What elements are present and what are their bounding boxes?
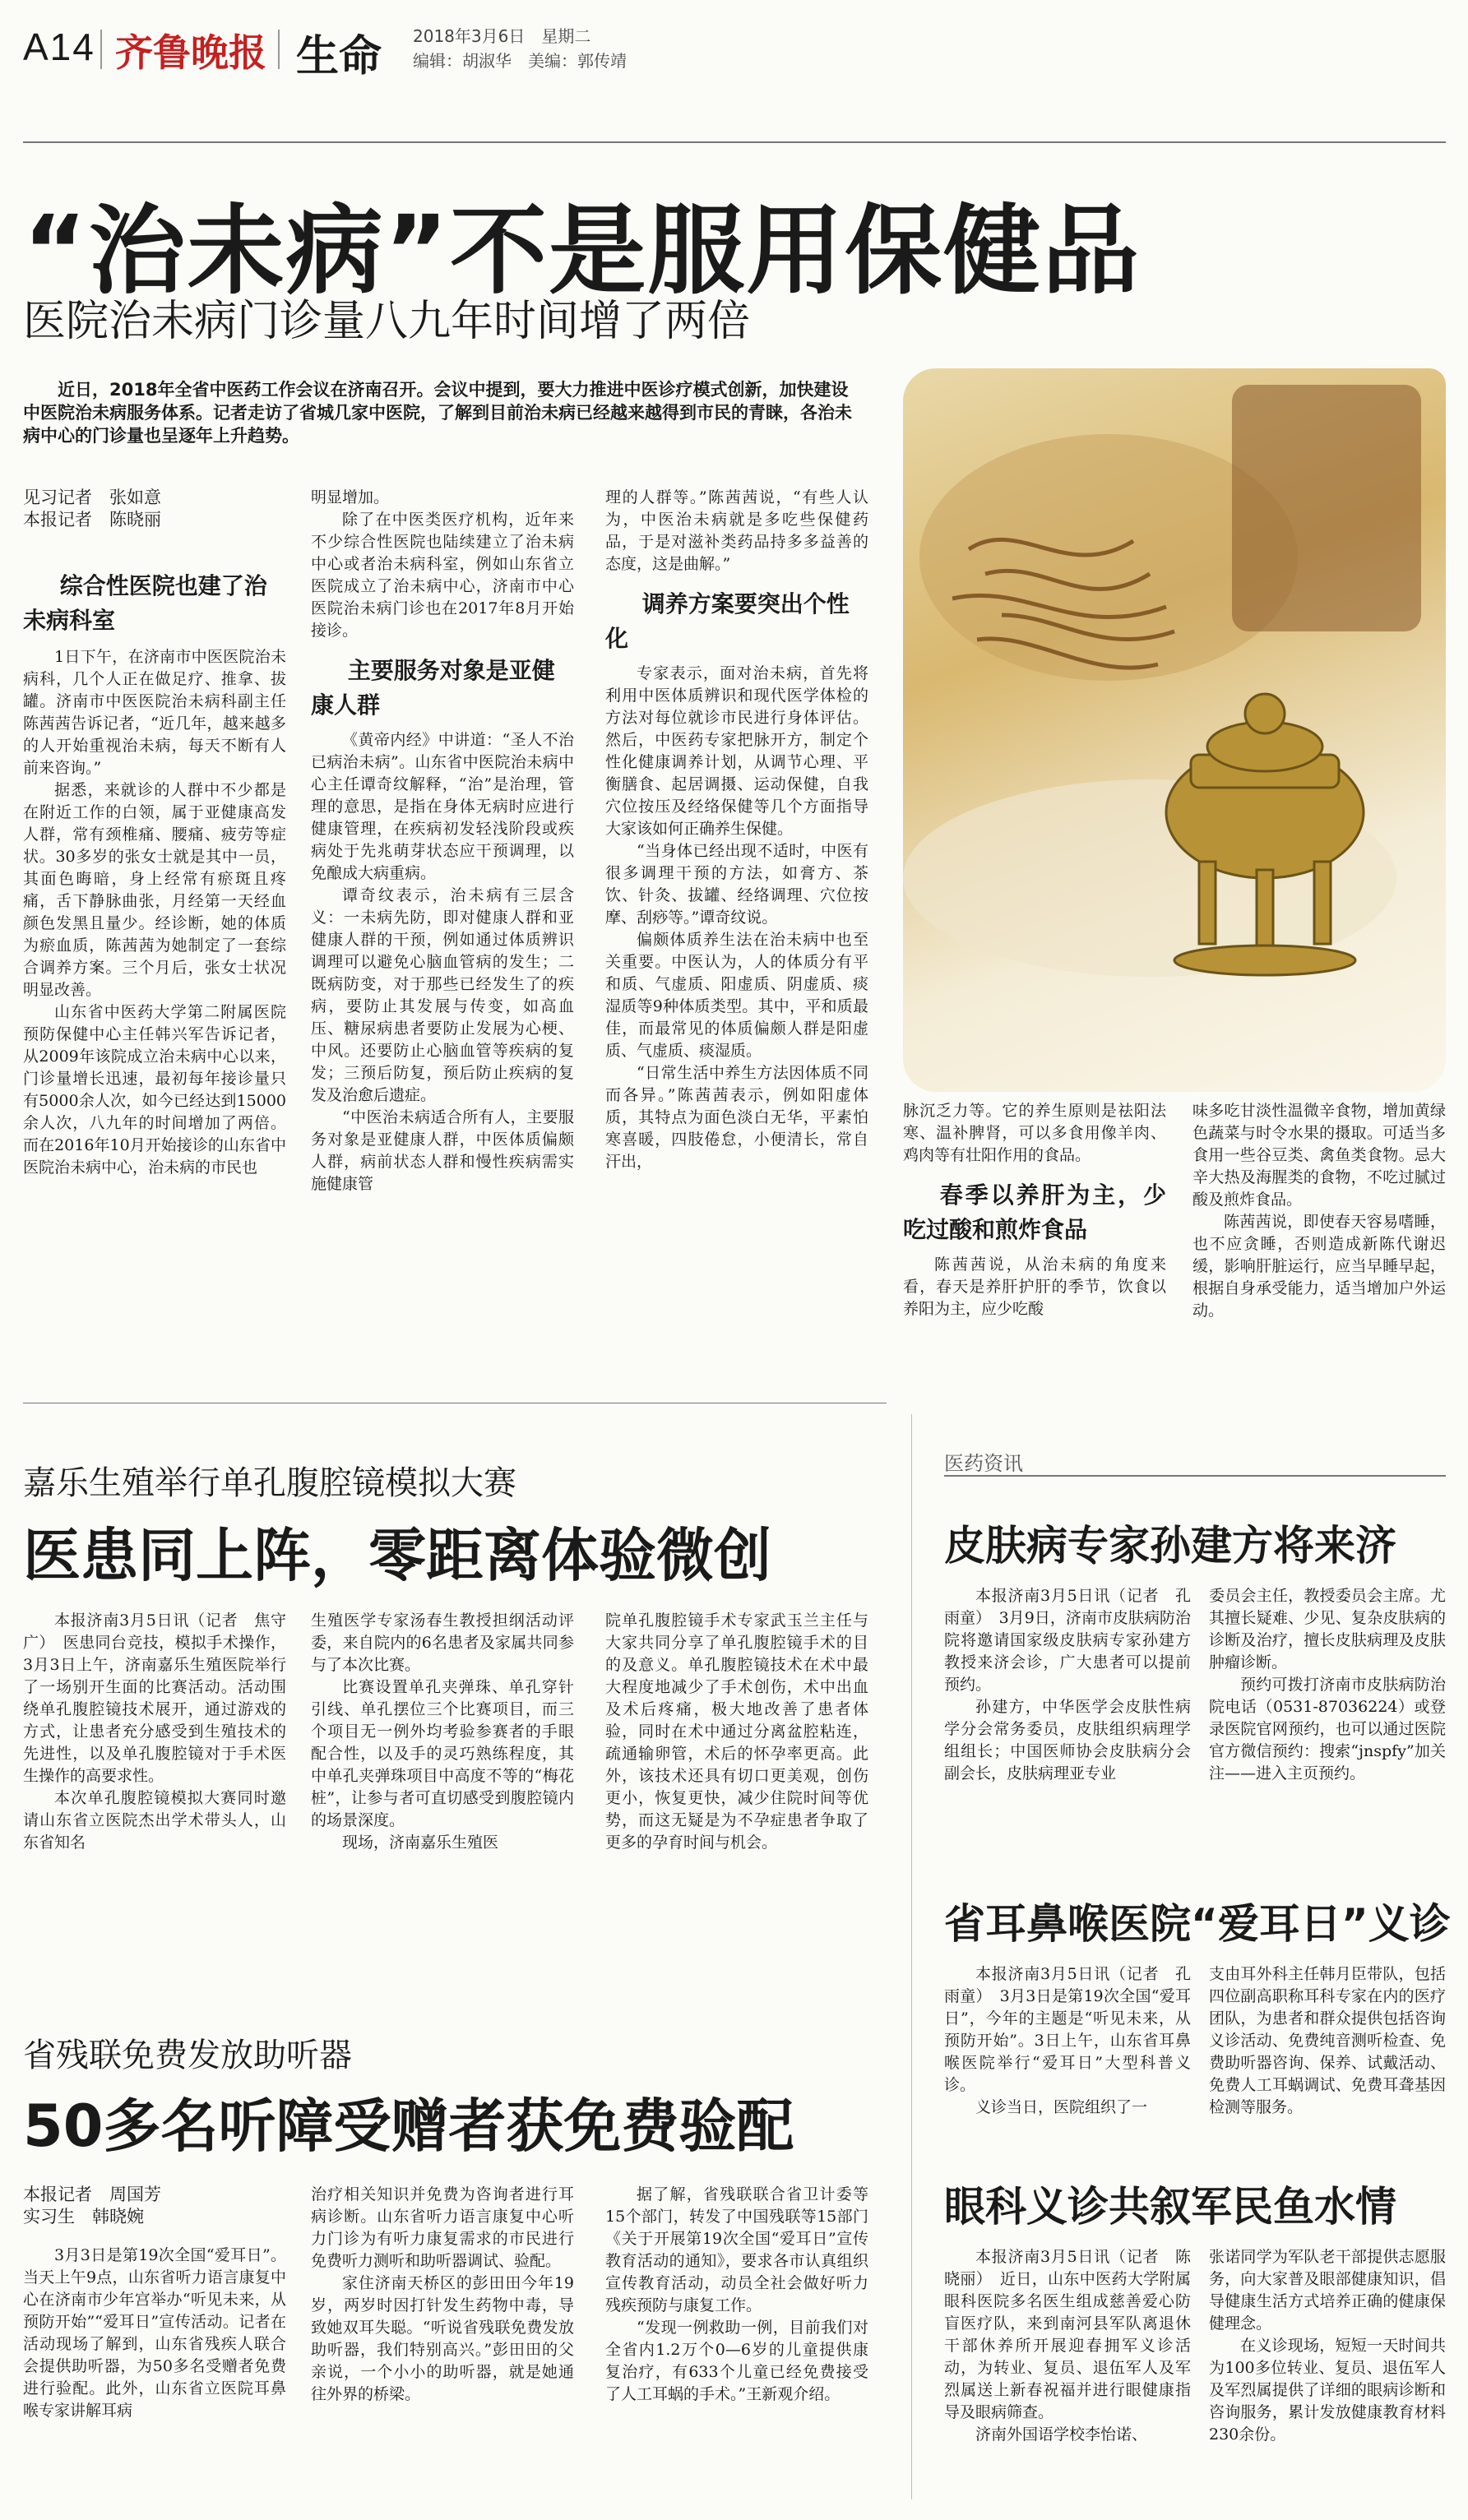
paragraph: 专家表示，面对治未病，首先将利用中医体质辨识和现代医学体检的方法对每位就诊市民进行身体评估。然后，中医药专家把脉开方，制定个性化健康调养计划，从调节心理、平衡膳食、起居调摄、运动保健，自我穴位按压及经络保健等几个方面指导大家该如何正确养生保健。: [605, 664, 868, 838]
story3-column-3: [605, 2184, 868, 2406]
paragraph: 张诺同学为军队老干部提供志愿服务，向大家普及眼部健康知识，倡导健康生活方式培养正确的健康保健理念。: [1209, 2248, 1446, 2333]
sidebar-item2-column-2: [1209, 1963, 1446, 2119]
main-column-1: [23, 569, 286, 1179]
paragraph: 现场，济南嘉乐生殖医: [342, 1833, 499, 1852]
story2-headline: 医患同上阵，零距离体验微创: [23, 1522, 771, 1589]
paragraph: 在义诊现场，短短一天时间共为100多位转业、复员、退伍军人及军烈属提供了详细的眼病诊断和咨询服务，累计发放健康教育材料230余份。: [1209, 2337, 1446, 2444]
paragraph: 除了在中医类医疗机构，近年来不少综合性医院也陆续建立了治未病中心或者治未病科室，例如山东省立医院成立了治未病中心，济南市中心医院治未病门诊也在2017年8月开始接诊。: [311, 511, 574, 640]
header-rule: [23, 141, 1446, 143]
paragraph: 义诊当日，医院组织了一: [975, 2098, 1148, 2116]
paragraph: 味多吃甘淡性温微辛食物，增加黄绿色蔬菜与时令水果的摄取。可适当多食用一些谷豆类、禽鱼类食物。忌大辛大热及海腥类的食物，不吃过腻过酸及煎炸食品。: [1192, 1102, 1446, 1209]
paragraph: 预约可拨打济南市皮肤病防治院电话（0531-87036224）或登录医院官网预约，也可以通过医院官方微信预约：搜索“jnspfy”加关注——进入主页预约。: [1209, 1676, 1446, 1782]
main-subhead: 医院治未病门诊量八九年时间增了两倍: [23, 297, 751, 346]
paragraph: 本报济南3月5日讯（记者 孔雨童） 3月9日，济南市皮肤病防治院将邀请国家级皮肤病专家孙建方教授来济会诊，广大患者可以提前预约。: [944, 1587, 1191, 1694]
paragraph: 治疗相关知识并免费为咨询者进行耳病诊断。山东省听力语言康复中心听力门诊为有听力康复需求的市民进行免费听力测听和助听器调试、验配。: [311, 2185, 574, 2270]
byline: 实习生 韩晓婉: [23, 2207, 144, 2226]
byline: 见习记者 张如意: [23, 488, 161, 507]
main-column-2: [311, 487, 574, 1195]
story3-kicker: 省残联免费发放助听器: [23, 2037, 352, 2074]
paragraph: 3月3日是第19次全国“爱耳日”。当天上午9点，山东省听力语言康复中心在济南市少年宫举办“听见未来，从预防开始”“爱耳日”宣传活动。记者在活动现场了解到，山东省残疾人联合会提供助听器，为50多名受赠者免费进行验配。此外，山东省立医院耳鼻喉专家讲解耳病: [23, 2246, 286, 2420]
sidebar-divider: [911, 1414, 912, 2499]
paragraph: 委员会主任，教授委员会主席。尤其擅长疑难、少见、复杂皮肤病的诊断及治疗，擅长皮肤病理及皮肤肿瘤诊断。: [1209, 1587, 1446, 1672]
paragraph: 院单孔腹腔镜手术专家武玉兰主任与大家共同分享了单孔腹腔镜手术的目的及意义。单孔腹腔镜技术在术中最大程度地减少了手术创伤，术中出血及术后疼痛，极大地改善了患者体验，同时在术中通过分离盆腔粘连，疏通输卵管，术后的怀孕率更高。此外，该技术还具有切口更美观，创伤更小，恢复更快，减少住院时间等优势，而这无疑是为不孕症患者争取了更多的孕育时间与机会。: [605, 1611, 868, 1852]
sidebar-item1-column-1: [944, 1585, 1191, 1785]
story2-column-2: [311, 1610, 574, 1854]
page-number: A14: [23, 25, 95, 68]
paragraph: 《黄帝内经》中讲道：“圣人不治已病治未病”。山东省中医院治未病中心主任谭奇纹解释，“治”是治理，管理的意思，是指在身体无病时应进行健康管理，在疾病初发轻浅阶段或疾病处于先兆萌芽状态应干预调理，以免酿成大病重病。: [311, 731, 574, 882]
main-column-5: [1192, 1100, 1446, 1322]
story3-column-2: [311, 2184, 574, 2406]
paragraph: 生殖医学专家汤春生教授担纲活动评委，来自院内的6名患者及家属共同参与了本次比赛。: [311, 1611, 574, 1674]
header-divider: [278, 30, 280, 69]
herbal-photo: [903, 368, 1446, 1092]
paragraph: “发现一例救助一例，目前我们对全省内1.2万个0—6岁的儿童提供康复治疗，有633个儿童已经免费接受了人工耳蜗的手术。”王新观介绍。: [605, 2319, 868, 2403]
paragraph: 孙建方，中华医学会皮肤性病学分会常务委员，皮肤组织病理学组组长；中国医师协会皮肤病分会副会长，皮肤病理亚专业: [944, 1698, 1191, 1782]
sidebar-label: 医药资讯: [944, 1447, 1446, 1477]
paragraph: 本报济南3月5日讯（记者 陈晓丽） 近日，山东中医药大学附属眼科医院多名医生组成慈善爱心防盲医疗队，来到南河县军队离退休干部休养所开展迎春拥军义诊活动，为转业、复员、退伍军人及军烈属送上新春祝福并进行眼健康指导及眼病筛查。: [944, 2248, 1191, 2421]
sidebar-item3-column-2: [1209, 2246, 1446, 2446]
column-subhead: 综合性医院也建了治未病科室: [23, 572, 267, 634]
column-subhead: 春季以养肝为主，少吃过酸和煎炸食品: [903, 1181, 1166, 1243]
paragraph: 支由耳外科主任韩月臣带队，包括四位副高职称耳科专家在内的医疗团队，为患者和群众提供包括咨询义诊活动、免费纯音测听检查、免费助听器咨询、保养、试戴活动、免费人工耳蜗调试、免费耳聋基因检测等服务。: [1209, 1965, 1446, 2116]
paragraph: “日常生活中养生方法因体质不同而各异。”陈茜茜表示，例如阳虚体质，其特点为面色淡白无华，平素怕寒喜暖，四肢倦怠，小便清长，常自汗出，: [605, 1064, 868, 1171]
paragraph: 明显增加。: [311, 488, 390, 506]
paragraph: 陈茜茜说，即使春天容易嗜睡，也不应贪睡，否则造成新陈代谢迟缓，影响肝脏运行，应当早睡早起，根据自身承受能力，适当增加户外运动。: [1192, 1213, 1446, 1320]
main-column-3: [605, 487, 868, 1173]
herbs-and-censer-illustration: [903, 368, 1446, 1092]
story2-column-1: [23, 1610, 286, 1854]
story3-bylines: [23, 2184, 286, 2228]
paragraph: 1日下午，在济南市中医医院治未病科，几个人正在做足疗、推拿、拔罐。济南市中医医院治未病科副主任陈茜茜告诉记者，“近几年，越来越多的人开始重视治未病，每天不断有人前来咨询。”: [23, 648, 286, 777]
paragraph: 本次单孔腹腔镜模拟大赛同时邀请山东省立医院杰出学术带头人，山东省知名: [23, 1789, 286, 1852]
paragraph: 据悉，来就诊的人群中不少都是在附近工作的白领，属于亚健康高发人群，常有颈椎痛、腰痛、疲劳等症状。30多岁的张女士就是其中一员，其面色晦暗，身上经常有瘀斑且疼痛，舌下静脉曲张，月经第一天经血颜色发黑且量少。经诊断，她的体质为瘀血质，陈茜茜为她制定了一套综合调养方案。三个月后，张女士状况明显改善。: [23, 781, 286, 999]
column-subhead: 调养方案要突出个性化: [605, 590, 850, 652]
column-subhead: 主要服务对象是亚健康人群: [311, 657, 555, 719]
sidebar-item1-column-2: [1209, 1585, 1446, 1785]
issue-date: 2018年3月6日 星期二: [413, 26, 591, 46]
byline: 本报记者 周国芳: [23, 2185, 161, 2204]
sidebar-item2-headline: 省耳鼻喉医院“爱耳日”义诊: [944, 1900, 1451, 1948]
paragraph: 济南外国语学校李怡诺、: [975, 2425, 1148, 2444]
paragraph: “中医治未病适合所有人，主要服务对象是亚健康人群，中医体质偏颇人群，病前状态人群和慢性疾病需实施健康管: [311, 1108, 574, 1193]
paragraph: 本报济南3月5日讯（记者 焦守广） 医患同台竞技，模拟手术操作，3月3日上午，济南嘉乐生殖医院举行了一场别开生面的比赛活动。活动围绕单孔腹腔镜技术展开，通过游戏的方式，让患者充分感受到生殖技术的先进性，以及单孔腹腔镜对于手术医生操作的高要求性。: [23, 1611, 286, 1785]
story2-kicker: 嘉乐生殖举行单孔腹腔镜模拟大赛: [23, 1464, 516, 1502]
paragraph: 据了解，省残联联合省卫计委等15个部门，转发了中国残联等15部门《关于开展第19次全国“爱耳日”宣传教育活动的通知》，要求各市认真组织宣传教育活动，动员全社会做好听力残疾预防与康复工作。: [605, 2185, 868, 2314]
paragraph: “当身体已经出现不适时，中医有很多调理干预的方法，如膏方、茶饮、针灸、拔罐、经络调理、穴位按摩、刮痧等。”谭奇纹说。: [605, 842, 868, 927]
story3-column-1: [23, 2245, 286, 2422]
main-bylines: [23, 487, 278, 531]
editor-credits: 编辑：胡淑华 美编：郭传靖: [413, 51, 627, 71]
paragraph: 偏颇体质养生法在治未病中也至关重要。中医认为，人的体质分有平和质、气虚质、阳虚质、阴虚质、痰湿质等9种体质类型。其中，平和质最佳，而最常见的体质偏颇人群是阳虚质、气虚质、痰湿质。: [605, 931, 868, 1060]
byline: 本报记者 陈晓丽: [23, 510, 161, 529]
sidebar-item3-column-1: [944, 2246, 1191, 2446]
paragraph: 理的人群等。”陈茜茜说，“有些人认为，中医治未病就是多吃些保健药品，于是对滋补类药品持多多益善的态度，这是曲解。”: [605, 488, 868, 573]
paragraph: 本报济南3月5日讯（记者 孔雨童） 3月3日是第19次全国“爱耳日”，今年的主题是“听见未来，从预防开始”。3日上午，山东省耳鼻喉医院举行“爱耳日”大型科普义诊。: [944, 1965, 1191, 2094]
paragraph: 脉沉乏力等。它的养生原则是祛阳法寒、温补脾肾，可以多食用像羊肉、鸡肉等有壮阳作用的食品。: [903, 1102, 1166, 1164]
section-title: 生命: [296, 32, 382, 81]
paragraph: 家住济南天桥区的彭田田今年19岁，两岁时因打针发生药物中毒，导致她双耳失聪。“听说省残联免费发放助听器，我们特别高兴。”彭田田的父亲说，一个小小的助听器，就是她通往外界的桥梁。: [311, 2274, 574, 2403]
paragraph: 谭奇纹表示，治未病有三层含义：一未病先防，即对健康人群和亚健康人群的干预，例如通过体质辨识调理可以避免心脑血管病的发生；二既病防变，对于那些已经发生了的疾病，要防止其发展与传变，如高血压、糖尿病患者要防止发展为心梗、中风。还要防止心脑血管等疾病的复发；三预后防复，预后防止疾病的复发及治愈后遗症。: [311, 886, 574, 1104]
sidebar-item2-column-1: [944, 1963, 1191, 2119]
header-divider: [100, 30, 102, 69]
main-headline: “治未病”不是服用保健品: [23, 194, 1142, 307]
sidebar-item3-headline: 眼科义诊共叙军民鱼水情: [944, 2183, 1396, 2231]
paragraph: 比赛设置单孔夹弹珠、单孔穿针引线、单孔摆位三个比赛项目，而三个项目无一例外均考验参赛者的手眼配合性，以及手的灵巧熟练程度，其中单孔夹弹珠项目中高度不等的“梅花桩”，让参与者可直切感受到腹腔镜内的场景深度。: [311, 1678, 574, 1829]
newspaper-logo: 齐鲁晚报: [115, 30, 266, 75]
story3-headline: 50多名听障受赠者获免费验配: [23, 2092, 794, 2160]
main-column-4: [903, 1100, 1166, 1320]
paragraph: 山东省中医药大学第二附属医院预防保健中心主任韩兴军告诉记者，从2009年该院成立治未病中心以来，门诊量增长迅速，最初每年接诊量只有5000余人次，如今已经达到15000余人次，八九年的时间增加了两倍。而在2016年10月开始接诊的山东省中医院治未病中心，治未病的市民也: [23, 1003, 286, 1177]
paragraph: 陈茜茜说，从治未病的角度来看，春天是养肝护肝的季节，饮食以养阳为主，应少吃酸: [903, 1255, 1166, 1318]
main-intro: 近日，2018年全省中医药工作会议在济南召开。会议中提到，要大力推进中医诊疗模式创新，加快建设中医院治未病服务体系。记者走访了省城几家中医院，了解到目前治未病已经越来越得到市民的青睐，各治未病中心的门诊量也呈逐年上升趋势。: [23, 380, 852, 446]
sidebar-item1-headline: 皮肤病专家孙建方将来济: [944, 1522, 1396, 1570]
story2-column-3: [605, 1610, 868, 1854]
